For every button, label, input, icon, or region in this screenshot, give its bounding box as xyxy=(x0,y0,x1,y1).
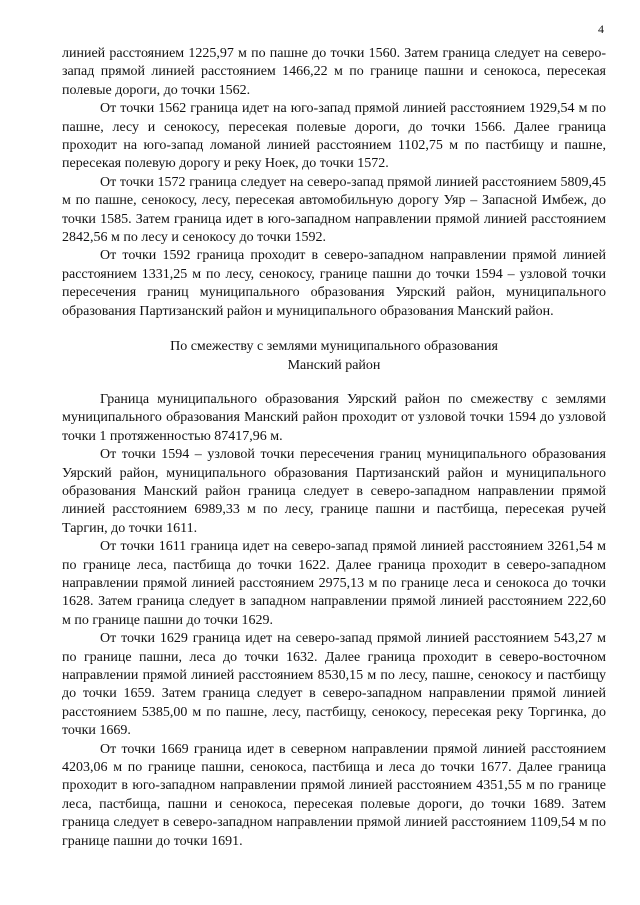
paragraph-point-1611: От точки 1611 граница идет на северо-запад прямой линией расстоянием 3261,54 м по границе леса, пастбища до точки 1622. Далее граница проходит в северо-западном направлении прямой линией расстоянием 2975,13 м по границе леса и сенокоса до точки 1628. Затем граница следует в западном направлении прямой линией расстоянием 222,60 м по границе пашни до точки 1629. xyxy=(62,539,606,628)
paragraph-point-1594: От точки 1594 – узловой точки пересечения границ муниципального образования Уярский район, муниципального образования Партизанский район и муниципального образования Манский район граница следует в северо-западном направлении прямой линией расстоянием 6989,33 м по лесу, границе пашни и пастбища, пересекая ручей Таргин, до точки 1611. xyxy=(62,447,606,536)
page-number: 4 xyxy=(598,22,604,36)
paragraph-point-1629: От точки 1629 граница идет на северо-запад прямой линией расстоянием 543,27 м по границе пашни, леса до точки 1632. Далее граница проходит в северо-восточном направлении прямой линией расстоянием 8530,15 м по лесу, пашне, сенокосу и пастбищу до точки 1659. Затем граница следует в северо-западном направлении прямой линией расстоянием 5385,00 м по пашне, лесу, пастбищу, сенокосу, пересекая реку Торгинка, до точки 1669. xyxy=(62,631,606,739)
section-heading xyxy=(62,338,606,375)
paragraph-point-1669: От точки 1669 граница идет в северном направлении прямой линией расстоянием 4203,06 м по границе пашни, сенокоса, пастбища и леса до точки 1677. Далее граница проходит в юго-западном направлении прямой линией расстоянием 4351,55 м по границе леса, пастбища, пашни и сенокоса, пересекая полевые дороги, до точки 1689. Затем граница следует в северо-западном направлении прямой линией расстоянием 1109,54 м по границе пашни до точки 1691. xyxy=(62,741,606,849)
section-heading-line-2: Манский район xyxy=(287,357,381,373)
paragraph-point-1592: От точки 1592 граница проходит в северо-западном направлении прямой линией расстоянием 1331,25 м по лесу, сенокосу, границе пашни до точки 1594 – узловой точки пересечения границ муниципального образования Уярский район, муниципального образования Партизанский район и муниципального образования Манский район. xyxy=(62,248,606,319)
section-heading-line-1: По смежеству с землями муниципального образования xyxy=(170,339,498,355)
paragraph-point-1562: От точки 1562 граница идет на юго-запад прямой линией расстоянием 1929,54 м по пашне, лесу и сенокосу, пересекая полевые дороги, до точки 1566. Далее граница проходит на юго-запад ломаной линией расстоянием 1102,75 м по пастбищу и пашне, пересекая полевую дорогу и реку Ноек, до точки 1572. xyxy=(62,101,606,172)
paragraph-point-1572: От точки 1572 граница следует на северо-запад прямой линией расстоянием 5809,45 м по пашне, сенокосу, лесу, пересекая автомобильную дорогу Уяр – Запасной Имбеж, до точки 1585. Затем граница идет в юго-западном направлении прямой линией расстоянием 2842,56 м по лесу и сенокосу до точки 1592. xyxy=(62,174,606,246)
document-body xyxy=(62,45,606,851)
paragraph-border-summary: Граница муниципального образования Уярский район по смежеству с землями муниципального образования Манский район проходит от узловой точки 1594 до узловой точки 1 протяженностью 87417,96 м. xyxy=(62,391,606,444)
paragraph-continuation: линией расстоянием 1225,97 м по пашне до точки 1560. Затем граница следует на северо-запад прямой линией расстоянием 1466,22 м по границе пашни и сенокоса, пересекая полевые дороги, до точки 1562. xyxy=(62,46,606,98)
